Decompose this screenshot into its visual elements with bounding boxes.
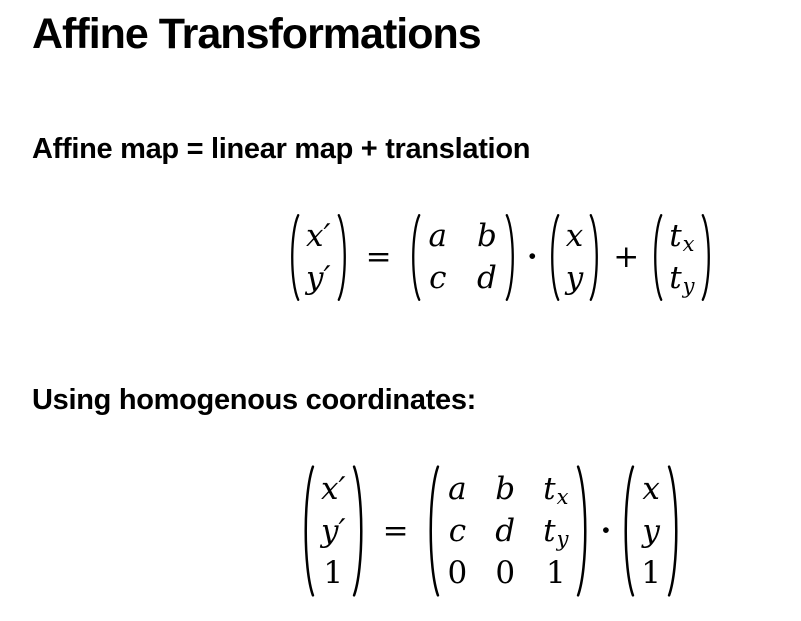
matrix-cell: x — [565, 218, 584, 254]
right-paren-icon — [576, 464, 591, 598]
matrix-cell: y′ — [321, 512, 346, 549]
input-vector — [547, 213, 603, 302]
matrix-grid — [421, 216, 505, 300]
matrix-cell: d — [477, 260, 497, 296]
plus-sign: + — [613, 239, 640, 275]
matrix-cell: y′ — [306, 260, 331, 296]
vector-column — [560, 216, 590, 300]
matrix-cell: c — [429, 260, 447, 296]
equals-sign: = — [382, 512, 409, 549]
left-paren-icon — [300, 464, 315, 598]
right-paren-icon — [505, 213, 518, 302]
subtitle-homogeneous-coordinates: Using homogenous coordinates: — [32, 384, 477, 416]
matrix-cell: t x — [669, 218, 695, 256]
matrix-cell: 1 — [323, 554, 344, 591]
matrix-cell: b — [495, 470, 516, 507]
matrix-cell: x′ — [321, 470, 346, 507]
right-paren-icon — [667, 464, 682, 598]
left-paren-icon — [287, 213, 300, 302]
equation-homogeneous — [300, 464, 682, 598]
right-paren-icon — [589, 213, 602, 302]
output-vector — [287, 213, 350, 302]
vector-column — [635, 468, 667, 594]
matrix-cell: a — [448, 470, 467, 507]
equals-sign: = — [365, 239, 392, 275]
right-paren-icon — [701, 213, 714, 302]
vector-column — [663, 216, 700, 300]
matrix-cell: c — [448, 512, 467, 549]
matrix-cell: t y — [543, 512, 569, 551]
left-paren-icon — [547, 213, 560, 302]
left-paren-icon — [650, 213, 663, 302]
left-paren-icon — [408, 213, 421, 302]
linear-matrix — [408, 213, 518, 302]
left-paren-icon — [620, 464, 635, 598]
matrix-cell: x — [642, 470, 660, 507]
matrix-cell: 0 — [495, 554, 516, 591]
matrix-cell: 1 — [545, 554, 566, 591]
matrix-cell: y — [565, 260, 584, 296]
subtitle-affine-map: Affine map = linear map + translation — [32, 133, 531, 165]
matrix-cell: 0 — [447, 554, 468, 591]
multiplication-dot: · — [600, 512, 612, 549]
homogeneous-matrix — [425, 464, 592, 598]
matrix-cell: b — [477, 218, 497, 254]
matrix-cell: t y — [669, 260, 695, 298]
output-vector — [300, 464, 367, 598]
matrix-cell: y — [642, 512, 660, 549]
left-paren-icon — [425, 464, 440, 598]
vector-column — [300, 216, 337, 300]
matrix-cell: 1 — [641, 554, 662, 591]
translation-vector — [650, 213, 713, 302]
right-paren-icon — [352, 464, 367, 598]
right-paren-icon — [337, 213, 350, 302]
matrix-grid — [440, 468, 577, 594]
equation-affine-map — [287, 213, 714, 302]
multiplication-dot: · — [526, 239, 538, 275]
page-title: Affine Transformations — [32, 10, 481, 58]
matrix-cell: d — [495, 512, 516, 549]
matrix-cell: t x — [543, 470, 569, 509]
matrix-cell: a — [428, 218, 448, 254]
matrix-cell: x′ — [306, 218, 331, 254]
vector-column — [315, 468, 352, 594]
input-vector — [620, 464, 682, 598]
